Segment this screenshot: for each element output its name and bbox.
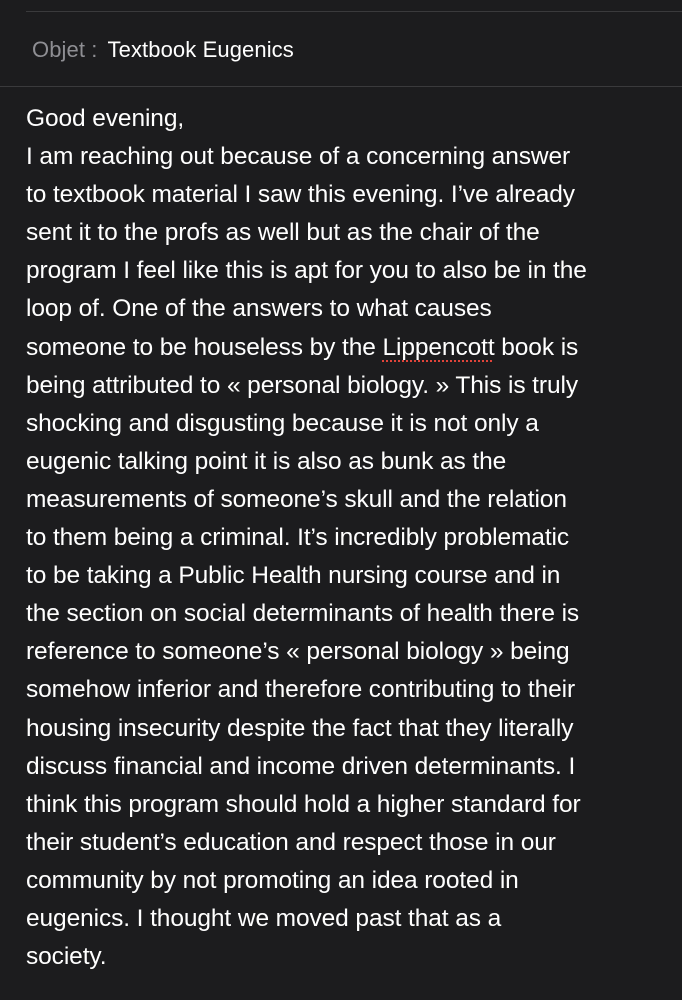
body-line: discuss financial and income driven determinants. I <box>26 752 576 780</box>
body-line: the section on social determinants of health there is <box>26 600 580 628</box>
misspelled-word[interactable]: Lippencott <box>382 333 495 361</box>
body-line: program I feel like this is apt for you to also be in the <box>26 257 587 285</box>
body-line: society. <box>26 943 107 971</box>
body-line: their student’s education and respect those in our <box>26 828 556 856</box>
body-line: Good evening, <box>26 105 185 132</box>
body-line: to textbook material I saw this evening. I’ve already <box>26 181 575 209</box>
body-line: reference to someone’s « personal biology » being <box>26 638 570 666</box>
body-line: eugenic talking point it is also as bunk as the <box>26 447 507 475</box>
subject-field[interactable] <box>32 33 294 67</box>
subject-label: Objet : <box>32 37 98 62</box>
body-line: I am reaching out because of a concerning answer <box>26 143 571 171</box>
top-separator <box>26 11 682 12</box>
body-line: sent it to the profs as well but as the chair of the <box>26 219 540 247</box>
body-line: shocking and disgusting because it is not only a <box>26 409 539 437</box>
body-line: eugenics. I thought we moved past that as a <box>26 904 502 932</box>
body-line-with-misspelling <box>26 329 676 367</box>
message-body[interactable] <box>26 100 676 976</box>
body-line: being attributed to « personal biology. » This is truly <box>26 371 578 399</box>
body-line-start: someone to be houseless by the <box>26 333 383 361</box>
subject-input[interactable]: Textbook Eugenics <box>107 37 294 62</box>
body-line: think this program should hold a higher standard for <box>26 790 581 818</box>
body-line: somehow inferior and therefore contributing to their <box>26 676 576 704</box>
body-line: community by not promoting an idea rooted in <box>26 866 519 894</box>
body-line: housing insecurity despite the fact that they literally <box>26 714 574 742</box>
body-line: loop of. One of the answers to what causes <box>26 295 492 323</box>
body-line: to be taking a Public Health nursing course and in <box>26 562 561 590</box>
body-line-end: book is <box>494 333 579 361</box>
subject-separator <box>0 86 682 87</box>
body-line: measurements of someone’s skull and the relation <box>26 485 567 513</box>
body-line: to them being a criminal. It’s incredibly problematic <box>26 524 570 552</box>
